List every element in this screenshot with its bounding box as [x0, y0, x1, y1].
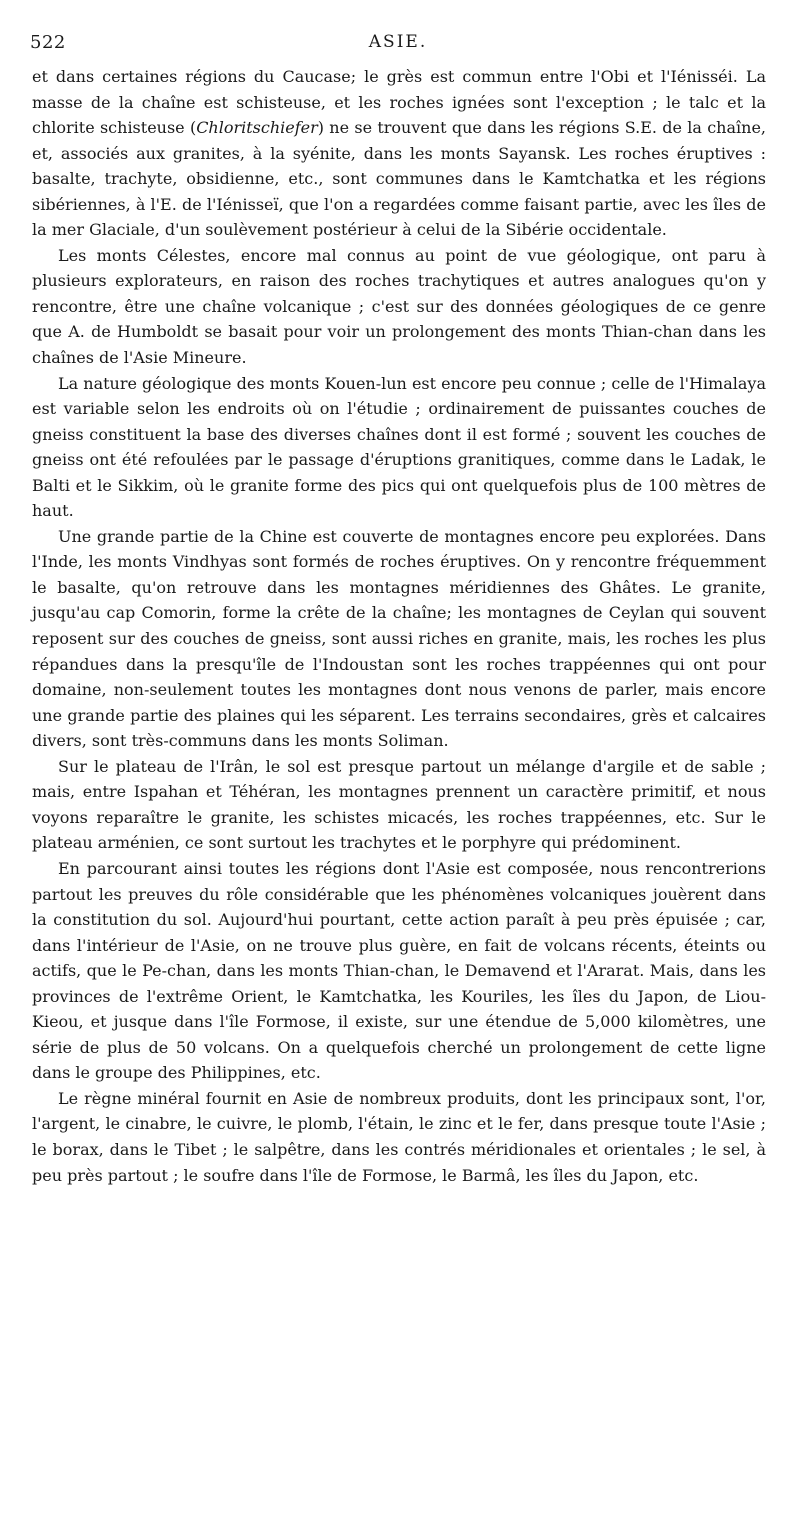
- page-number: 522: [30, 32, 66, 53]
- page-header: [30, 32, 766, 56]
- paragraph-6: En parcourant ainsi toutes les régions dont l'Asie est composée, nous rencontrerions partout les preuves du rôle considérable que les phénomènes volcaniques jouèrent dans la constitution du sol. Aujourd'hui pourtant, cette action paraît à peu près épuisée ; car, dans l'intérieur de l'Asie, on ne trouve plus guère, en fait de volcans récents, éteints ou actifs, que le Pe-chan, dans les monts Thian-chan, le Demavend et l'Ararat. Mais, dans les provinces de l'extrême Orient, le Kamtchatka, les Kouriles, les îles du Japon, de Liou-Kieou, et jusque dans l'île Formose, il existe, sur une étendue de 5,000 kilomètres, une série de plus de 50 volcans. On a quelquefois cherché un prolongement de cette ligne dans le groupe des Philippines, etc.: [32, 858, 766, 1083]
- paragraph-3: La nature géologique des monts Kouen-lun est encore peu connue ; celle de l'Himalaya est variable selon les endroits où on l'étudie ; ordinairement de puissantes couches de gneiss constituent la base des diverses chaînes dont il est formé ; souvent les couches de gneiss ont été refoulées par le passage d'éruptions granitiques, comme dans le Ladak, le Balti et le Sikkim, où le granite forme des pics qui ont quelquefois plus de 100 mètres de haut.: [32, 373, 766, 521]
- paragraph-1-text-after: ) ne se trouvent que dans les régions S.E. de la chaîne, et, associés aux granites, à la syénite, dans les monts Sayansk. Les roches éruptives : basalte, trachyte, obsidienne, etc., sont communes dans le Kamtchatka et les régions sibériennes, à l'E. de l'Iénisseï, que l'on a regardées comme faisant partie, avec les îles de la mer Glaciale, d'un soulèvement postérieur à celui de la Sibérie occidentale.: [32, 118, 766, 240]
- running-title: ASIE.: [368, 32, 428, 52]
- body-text: [32, 64, 766, 1188]
- paragraph-7: Le règne minéral fournit en Asie de nombreux produits, dont les principaux sont, l'or, l'argent, le cinabre, le cuivre, le plomb, l'étain, le zinc et le fer, dans presque toute l'Asie ; le borax, dans le Tibet ; le salpêtre, dans les contrés méridionales et orientales ; le sel, à peu près partout ; le soufre dans l'île de Formose, le Barmâ, les îles du Japon, etc.: [32, 1088, 766, 1185]
- paragraph-1-italic-term: Chloritschiefer: [196, 118, 318, 138]
- paragraph-1: [32, 64, 766, 243]
- paragraph-1-text-before: et dans certaines régions du Caucase; le grès est commun entre l'Obi et l'Iénisséi. La masse de la chaîne est schisteuse, et les roches ignées sont l'exception ; le talc et la chlorite schisteuse (: [32, 67, 766, 138]
- paragraph-2: Les monts Célestes, encore mal connus au point de vue géologique, ont paru à plusieurs explorateurs, en raison des roches trachytiques et autres analogues qu'on y rencontre, être une chaîne volcanique ; c'est sur des données géologiques de ce genre que A. de Humboldt se basait pour voir un prolongement des monts Thian-chan dans les chaînes de l'Asie Mineure.: [32, 245, 766, 368]
- paragraph-4: Une grande partie de la Chine est couverte de montagnes encore peu explorées. Dans l'Inde, les monts Vindhyas sont formés de roches éruptives. On y rencontre fréquemment le basalte, qu'on retrouve dans les montagnes méridiennes des Ghâtes. Le granite, jusqu'au cap Comorin, forme la crête de la chaîne; les montagnes de Ceylan qui souvent reposent sur des couches de gneiss, sont aussi riches en granite, mais, les roches les plus répandues dans la presqu'île de l'Indoustan sont les roches trappéennes qui ont pour domaine, non-seulement toutes les montagnes dont nous venons de parler, mais encore une grande partie des plaines qui les séparent. Les terrains secondaires, grès et calcaires divers, sont très-communs dans les monts Soliman.: [32, 526, 766, 751]
- paragraph-5: Sur le plateau de l'Irân, le sol est presque partout un mélange d'argile et de sable ; mais, entre Ispahan et Téhéran, les montagnes prennent un caractère primitif, et nous voyons reparaître le granite, les schistes micacés, les roches trappéennes, etc. Sur le plateau arménien, ce sont surtout les trachytes et le porphyre qui prédominent.: [32, 756, 766, 853]
